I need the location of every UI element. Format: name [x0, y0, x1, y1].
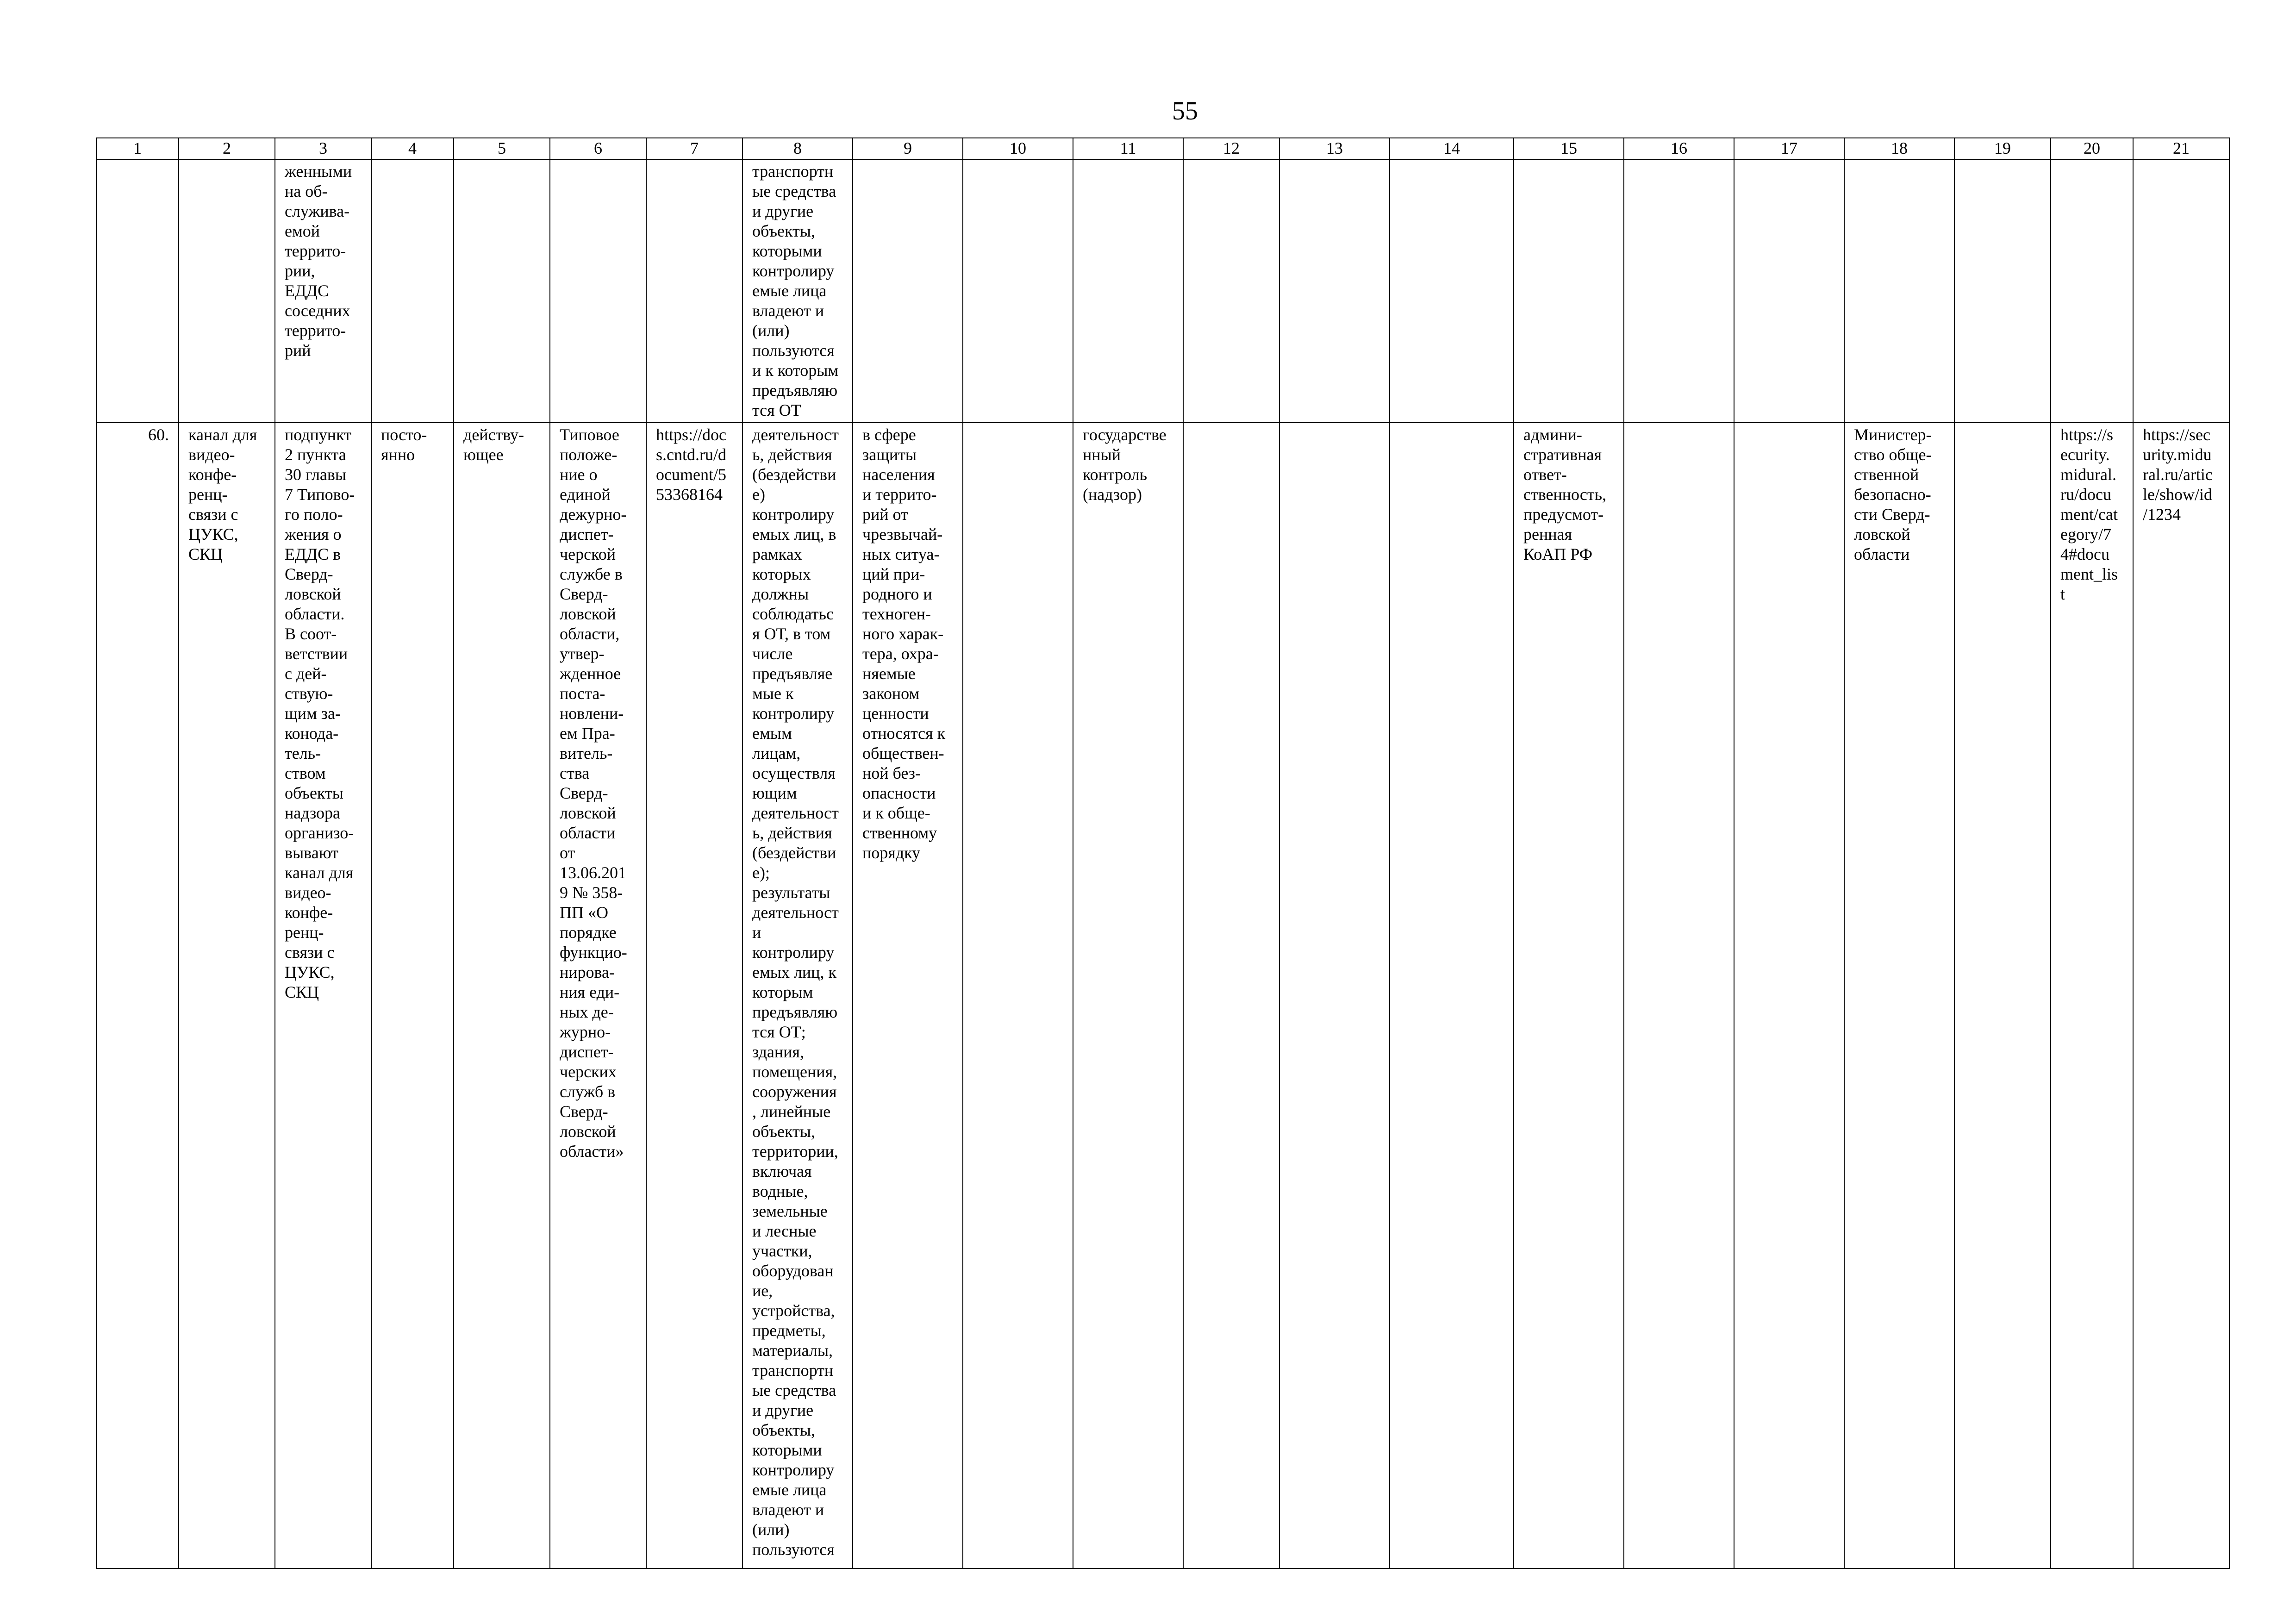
cell-line: 53368164: [656, 485, 723, 504]
page-number: 55: [1172, 97, 1198, 125]
column-number: 18: [1844, 138, 1954, 159]
cell-line: диспет-: [560, 525, 614, 543]
cell-line: организо-: [285, 824, 354, 842]
cell-line: (или): [752, 321, 790, 340]
cell-line: нирова-: [560, 963, 615, 981]
cell-line: соблюдатьс: [752, 605, 834, 623]
continued-control-objects-text: [742, 159, 853, 423]
cell-line: вывают: [285, 843, 338, 862]
cell-line: земельные: [752, 1202, 828, 1220]
cell-line: родного и: [862, 585, 932, 603]
cell-line: видео-: [188, 445, 235, 464]
cell-line: ment/cat: [2060, 505, 2118, 524]
cell-line: t: [2060, 585, 2065, 603]
cell-line: конода-: [285, 724, 339, 743]
cell-line: ренц-: [188, 485, 228, 504]
cell-line: ство обще-: [1854, 445, 1932, 464]
cell-line: Сверд-: [285, 565, 333, 583]
cell-line: государстве: [1083, 425, 1167, 444]
cell-line: предусмот-: [1523, 505, 1604, 524]
cell-line: материалы,: [752, 1341, 833, 1360]
cell-line: служива-: [285, 202, 350, 220]
relations-scope: [853, 423, 963, 1568]
column-number: 7: [646, 138, 742, 159]
cell-line: техноген-: [862, 605, 931, 623]
cell-line: urity.midu: [2143, 445, 2212, 464]
cell-line: населения: [862, 465, 935, 484]
cell-line: нный: [1083, 445, 1121, 464]
cell-line: жения о: [285, 525, 342, 543]
cell-line: конфе-: [188, 465, 237, 484]
cell-line: деятельност: [752, 425, 839, 444]
cell-line: ПП «О: [560, 903, 608, 922]
cell-line: журно-: [560, 1023, 611, 1041]
cell-line: рамках: [752, 545, 802, 563]
table-row-60: [96, 423, 2229, 1568]
column-number: 9: [853, 138, 963, 159]
column-number: 3: [275, 138, 371, 159]
cell-line: тель-: [285, 744, 321, 762]
cell-line: женными: [285, 162, 352, 181]
cell-line: е);: [752, 863, 770, 882]
cell-line: 4#docu: [2060, 545, 2109, 563]
cell-line: ренная: [1523, 525, 1572, 543]
cell-line: ЕДДС в: [285, 545, 341, 563]
frequency: [371, 423, 454, 1568]
cell-line: черской: [560, 545, 616, 563]
cell-line: 9 № 358-: [560, 883, 623, 902]
control-objects: [742, 423, 853, 1568]
cell-line: (бездействи: [752, 465, 836, 484]
cell-line: контролиру: [752, 262, 835, 280]
cell-line: контролиру: [752, 943, 835, 962]
cell-line: ые средства: [752, 1381, 836, 1399]
cell-line: поста-: [560, 684, 605, 703]
cell-line: стративная: [1523, 445, 1602, 464]
cell-line: опасности: [862, 784, 936, 802]
cell-line: числе: [752, 644, 793, 663]
cell-line: посто-: [381, 425, 427, 444]
cell-line: емые лица: [752, 1480, 827, 1499]
cell-line: видео-: [285, 883, 331, 902]
cell-line: https://doc: [656, 425, 726, 444]
cell-line: черских: [560, 1062, 617, 1081]
cell-line: КоАП РФ: [1523, 545, 1593, 563]
cell-line: СКЦ: [188, 545, 223, 563]
row-number: 60.: [96, 423, 179, 1568]
cell-line: ru/docu: [2060, 485, 2111, 504]
cell-line: 2 пункта: [285, 445, 346, 464]
cell-line: тся ОТ: [752, 401, 801, 419]
column-number: 16: [1624, 138, 1734, 159]
cell-line: s.cntd.ru/d: [656, 445, 726, 464]
cell-line: ющим: [752, 784, 797, 802]
requirement-name: [179, 423, 275, 1568]
cell-line: рий от: [862, 505, 908, 524]
cell-line: канал для: [188, 425, 257, 444]
cell-line: порядке: [560, 923, 617, 942]
cell-line: и лесные: [752, 1222, 817, 1240]
cell-line: Сверд-: [560, 784, 608, 802]
cell-line: ренц-: [285, 923, 324, 942]
cell-line: ral.ru/artic: [2143, 465, 2213, 484]
legal-act: [550, 423, 646, 1568]
cell-line: на об-: [285, 182, 328, 200]
cell-line: службе в: [560, 565, 623, 583]
column-number: 20: [2051, 138, 2133, 159]
continued-row: [96, 159, 2229, 423]
cell-line: здания,: [752, 1043, 804, 1061]
cell-line: ие,: [752, 1281, 773, 1300]
cell-line: действу-: [463, 425, 524, 444]
cell-line: в сфере: [862, 425, 916, 444]
cell-line: области: [560, 824, 616, 842]
cell-line: ответ-: [1523, 465, 1567, 484]
cell-line: ющее: [463, 445, 504, 464]
cell-line: утвер-: [560, 644, 605, 663]
cell-line: ые средства: [752, 182, 836, 200]
cell-line: пользуются: [752, 341, 835, 360]
cell-line: включая: [752, 1162, 812, 1181]
cell-line: Министер-: [1854, 425, 1932, 444]
cell-line: сти Сверд-: [1854, 505, 1930, 524]
cell-line: с дей-: [285, 664, 327, 683]
cell-line: надзора: [285, 804, 340, 822]
cell-line: результаты: [752, 883, 830, 902]
cell-line: предъявляю: [752, 1003, 838, 1021]
cell-line: я ОТ, в том: [752, 625, 831, 643]
cell-line: го поло-: [285, 505, 343, 524]
authority-documents-link[interactable]: [2051, 423, 2133, 1568]
cell-line: egory/7: [2060, 525, 2111, 543]
cell-line: ловской: [560, 605, 616, 623]
cell-line: связи с: [285, 943, 335, 962]
cell-line: объекты: [285, 784, 343, 802]
cell-line: 30 главы: [285, 465, 347, 484]
column-number: 2: [179, 138, 275, 159]
cell-line: служб в: [560, 1082, 616, 1101]
cell-line: ЦУКС,: [285, 963, 335, 981]
cell-line: контролиру: [752, 505, 835, 524]
cell-line: положе-: [560, 445, 618, 464]
cell-line: водные,: [752, 1182, 808, 1200]
cell-line: емых лиц, в: [752, 525, 836, 543]
cell-line: , линейные: [752, 1102, 831, 1121]
cell-line: канал для: [285, 863, 354, 882]
cell-line: жденное: [560, 664, 621, 683]
cell-line: и террито-: [862, 485, 937, 504]
cell-line: и другие: [752, 202, 814, 220]
cell-line: владеют и: [752, 301, 824, 320]
cell-line: (надзор): [1083, 485, 1142, 504]
column-number: 6: [550, 138, 646, 159]
cell-line: ловской: [285, 585, 341, 603]
cell-line: тся ОТ;: [752, 1023, 806, 1041]
cell-line: законом: [862, 684, 920, 703]
cell-line: относятся к: [862, 724, 946, 743]
cell-line: предъявляе: [752, 664, 833, 683]
cell-line: осуществля: [752, 764, 836, 782]
column-number: 1: [96, 138, 179, 159]
cell-line: порядку: [862, 843, 921, 862]
cell-line: объекты,: [752, 222, 815, 240]
cell-line: ЕДДС: [285, 281, 329, 300]
column-number: 15: [1514, 138, 1624, 159]
cell-line: и к обще-: [862, 804, 930, 822]
cell-line: конфе-: [285, 903, 333, 922]
cell-line: контроль: [1083, 465, 1148, 484]
cell-line: ствую-: [285, 684, 333, 703]
cell-line: ций при-: [862, 565, 925, 583]
cell-line: админи-: [1523, 425, 1582, 444]
cell-line: ocument/5: [656, 465, 726, 484]
cell-line: владеют и: [752, 1500, 824, 1519]
cell-line: 7 Типово-: [285, 485, 355, 504]
cell-line: которых: [752, 565, 811, 583]
column-number: 21: [2133, 138, 2229, 159]
cell-line: безопасно-: [1854, 485, 1931, 504]
cell-line: янно: [381, 445, 415, 464]
cell-line: le/show/id: [2143, 485, 2212, 504]
responsible-authority: [1844, 423, 1954, 1568]
continued-object-text: [275, 159, 371, 423]
cell-line: ного харак-: [862, 625, 944, 643]
cell-line: единой: [560, 485, 611, 504]
cell-line: ния еди-: [560, 983, 620, 1001]
cell-line: ственность,: [1523, 485, 1607, 504]
cell-line: ственному: [862, 824, 937, 842]
cell-line: обществен-: [862, 744, 944, 762]
cell-line: ной без-: [862, 764, 921, 782]
cell-line: предъявляю: [752, 381, 838, 400]
cell-line: области,: [560, 625, 620, 643]
cell-line: ных ситуа-: [862, 545, 940, 563]
cell-line: устройства,: [752, 1301, 835, 1320]
status: [454, 423, 550, 1568]
cell-line: тера, охра-: [862, 644, 939, 663]
column-number: 4: [371, 138, 454, 159]
liability: [1514, 423, 1624, 1568]
cell-line: ловской: [1854, 525, 1910, 543]
cell-line: террито-: [285, 321, 346, 340]
cell-line: которыми: [752, 242, 822, 260]
cell-line: защиты: [862, 445, 917, 464]
cell-line: ством: [285, 764, 326, 782]
control-type: [1073, 423, 1183, 1568]
column-number: 11: [1073, 138, 1183, 159]
cell-line: https://sec: [2143, 425, 2210, 444]
requirement-text: [275, 423, 371, 1568]
cell-line: В соот-: [285, 625, 337, 643]
cell-line: ловской: [560, 1122, 616, 1141]
column-number-row: [96, 138, 2229, 159]
cell-line: (или): [752, 1520, 790, 1539]
cell-line: подпункт: [285, 425, 351, 444]
cell-line: деятельност: [752, 804, 839, 822]
authority-article-link[interactable]: [2133, 423, 2229, 1568]
cell-line: рии,: [285, 262, 315, 280]
cell-line: ЦУКС,: [188, 525, 238, 543]
cell-line: ние о: [560, 465, 598, 484]
cell-line: области.: [285, 605, 345, 623]
cell-line: связи с: [188, 505, 238, 524]
cell-line: ветствии: [285, 644, 348, 663]
column-number: 14: [1390, 138, 1514, 159]
cell-line: мые к: [752, 684, 794, 703]
cell-line: области»: [560, 1142, 624, 1161]
cell-line: объекты,: [752, 1421, 815, 1439]
cell-line: предметы,: [752, 1321, 826, 1340]
cell-line: ства: [560, 764, 590, 782]
cell-line: няемые: [862, 664, 916, 683]
cell-line: которым: [752, 983, 813, 1001]
cell-line: контролиру: [752, 1461, 835, 1479]
cell-line: пользуются: [752, 1540, 835, 1559]
cell-line: ловской: [560, 804, 616, 822]
cell-line: midural.: [2060, 465, 2116, 484]
cell-line: ecurity.: [2060, 445, 2110, 464]
cell-line: функцио-: [560, 943, 627, 962]
cell-line: дежурно-: [560, 505, 627, 524]
cell-line: соседних: [285, 301, 350, 320]
cell-line: Сверд-: [560, 1102, 608, 1121]
cell-line: (бездействи: [752, 843, 836, 862]
column-number: 12: [1183, 138, 1279, 159]
cell-line: рий: [285, 341, 311, 360]
cell-line: витель-: [560, 744, 613, 762]
cell-line: е): [752, 485, 765, 504]
cell-line: Сверд-: [560, 585, 608, 603]
cell-line: емым: [752, 724, 792, 743]
column-number: 13: [1279, 138, 1390, 159]
cell-line: щим за-: [285, 704, 341, 723]
cell-line: ценности: [862, 704, 929, 723]
cell-line: должны: [752, 585, 809, 603]
cell-line: ment_lis: [2060, 565, 2118, 583]
cell-line: участки,: [752, 1242, 812, 1260]
cell-line: и другие: [752, 1401, 814, 1419]
cell-line: сооружения: [752, 1082, 837, 1101]
cell-line: которыми: [752, 1441, 822, 1459]
column-number: 17: [1734, 138, 1844, 159]
cell-line: ственной: [1854, 465, 1919, 484]
cell-line: транспортн: [752, 162, 834, 181]
cell-line: СКЦ: [285, 983, 319, 1001]
cell-line: емой: [285, 222, 320, 240]
cell-line: емых лиц, к: [752, 963, 836, 981]
cell-line: контролиру: [752, 704, 835, 723]
cell-line: ем Пра-: [560, 724, 615, 743]
cell-line: ных де-: [560, 1003, 614, 1021]
cell-line: https://s: [2060, 425, 2114, 444]
cell-line: Типовое: [560, 425, 619, 444]
cell-line: новлени-: [560, 704, 624, 723]
register-table: [96, 137, 2230, 1569]
cell-line: чрезвычай-: [862, 525, 943, 543]
legal-act-link[interactable]: [646, 423, 742, 1568]
cell-line: ь, действия: [752, 445, 832, 464]
cell-line: помещения,: [752, 1062, 837, 1081]
column-number: 10: [963, 138, 1073, 159]
column-number: 19: [1954, 138, 2051, 159]
cell-line: 13.06.201: [560, 863, 626, 882]
cell-line: и к которым: [752, 361, 839, 380]
cell-line: от: [560, 843, 575, 862]
cell-line: транспортн: [752, 1361, 834, 1380]
column-number: 8: [742, 138, 853, 159]
cell-line: ь, действия: [752, 824, 832, 842]
cell-line: области: [1854, 545, 1910, 563]
cell-line: лицам,: [752, 744, 801, 762]
cell-line: деятельност: [752, 903, 839, 922]
cell-line: диспет-: [560, 1043, 614, 1061]
column-number: 5: [454, 138, 550, 159]
cell-line: /1234: [2143, 505, 2181, 524]
cell-line: террито-: [285, 242, 346, 260]
cell-line: объекты,: [752, 1122, 815, 1141]
cell-line: оборудован: [752, 1262, 834, 1280]
cell-line: территории,: [752, 1142, 838, 1161]
cell-line: и: [752, 923, 761, 942]
cell-line: емые лица: [752, 281, 827, 300]
